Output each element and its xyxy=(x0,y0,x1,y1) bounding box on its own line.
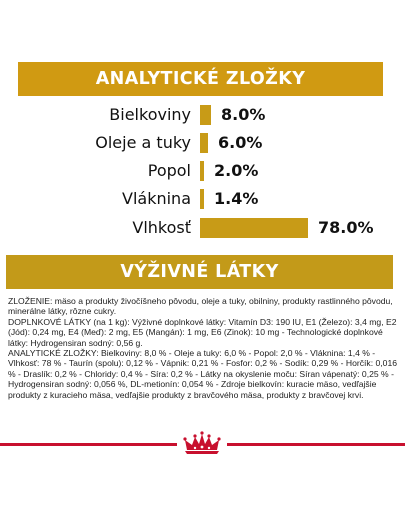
analytics-row xyxy=(0,187,405,211)
crown-icon xyxy=(177,429,227,459)
analytics-row xyxy=(0,103,405,127)
analytics-row xyxy=(0,131,405,155)
row-bar xyxy=(200,133,208,153)
nutrition-header xyxy=(6,255,393,289)
row-label: Vlhkosť xyxy=(132,218,191,237)
composition-paragraph: ZLOŽENIE: mäso a produkty živočíšneho pôvodu, oleje a tuky, obilniny, produkty rastlinného pôvodu, minerálne látky, rôzne cukry. xyxy=(8,296,393,317)
row-value: 8.0% xyxy=(221,105,266,124)
nutrition-title: VÝŽIVNÉ LÁTKY xyxy=(120,262,279,282)
row-value: 2.0% xyxy=(214,161,259,180)
additives-paragraph: DOPLNKOVÉ LÁTKY (na 1 kg): Výživné doplnkové látky: Vitamín D3: 190 IU, E1 (Železo): 3,4 mg, E2 (Jód): 0,24 mg, E4 (Meď): 2 mg, E5 (Mangán): 1 mg, E6 (Zinok): 10 mg - Technologické doplnkové látky: Hydrogensiran sodný: 0,56 g. xyxy=(8,316,397,348)
row-value: 1.4% xyxy=(214,189,259,208)
row-label: Popol xyxy=(147,161,191,180)
nutrition-text xyxy=(8,296,400,400)
row-value: 78.0% xyxy=(318,218,374,237)
analytics-row xyxy=(0,216,405,240)
analytics-row xyxy=(0,159,405,183)
row-bar xyxy=(200,161,204,181)
analytics-header xyxy=(18,62,383,96)
analytics-title: ANALYTICKÉ ZLOŽKY xyxy=(95,69,306,89)
row-value: 6.0% xyxy=(218,133,263,152)
row-bar xyxy=(200,189,204,209)
row-label: Vláknina xyxy=(122,189,191,208)
row-label: Oleje a tuky xyxy=(95,133,191,152)
analytics-paragraph: ANALYTICKÉ ZLOŽKY: Bielkoviny: 8,0 % - Oleje a tuky: 6,0 % - Popol: 2,0 % - Vláknina: 1,4 % - Vlhkosť: 78 % - Taurín (spolu): 0,12 % - Vápnik: 0,21 % - Fosfor: 0,2 % - Sodík: 0,29 % - Horčík: 0,016 % - Draslík: 0,2 % - Chloridy: 0,4 % - Síra: 0,2 % - Látky na okyslenie moču: Síran vápenatý: 0,25 % - Hydrogensiran sodný: 0,056 %, DL-metionín: 0,054 % - Zdroje bielkovín: kuracie mäso, vedľajšie produkty z kuracieho mäsa, vedľajšie produkty z bravčového mäsa, produkty z bravčovej krvi. xyxy=(8,348,398,400)
row-bar xyxy=(200,105,211,125)
row-bar xyxy=(200,218,308,238)
row-label: Bielkoviny xyxy=(109,105,191,124)
